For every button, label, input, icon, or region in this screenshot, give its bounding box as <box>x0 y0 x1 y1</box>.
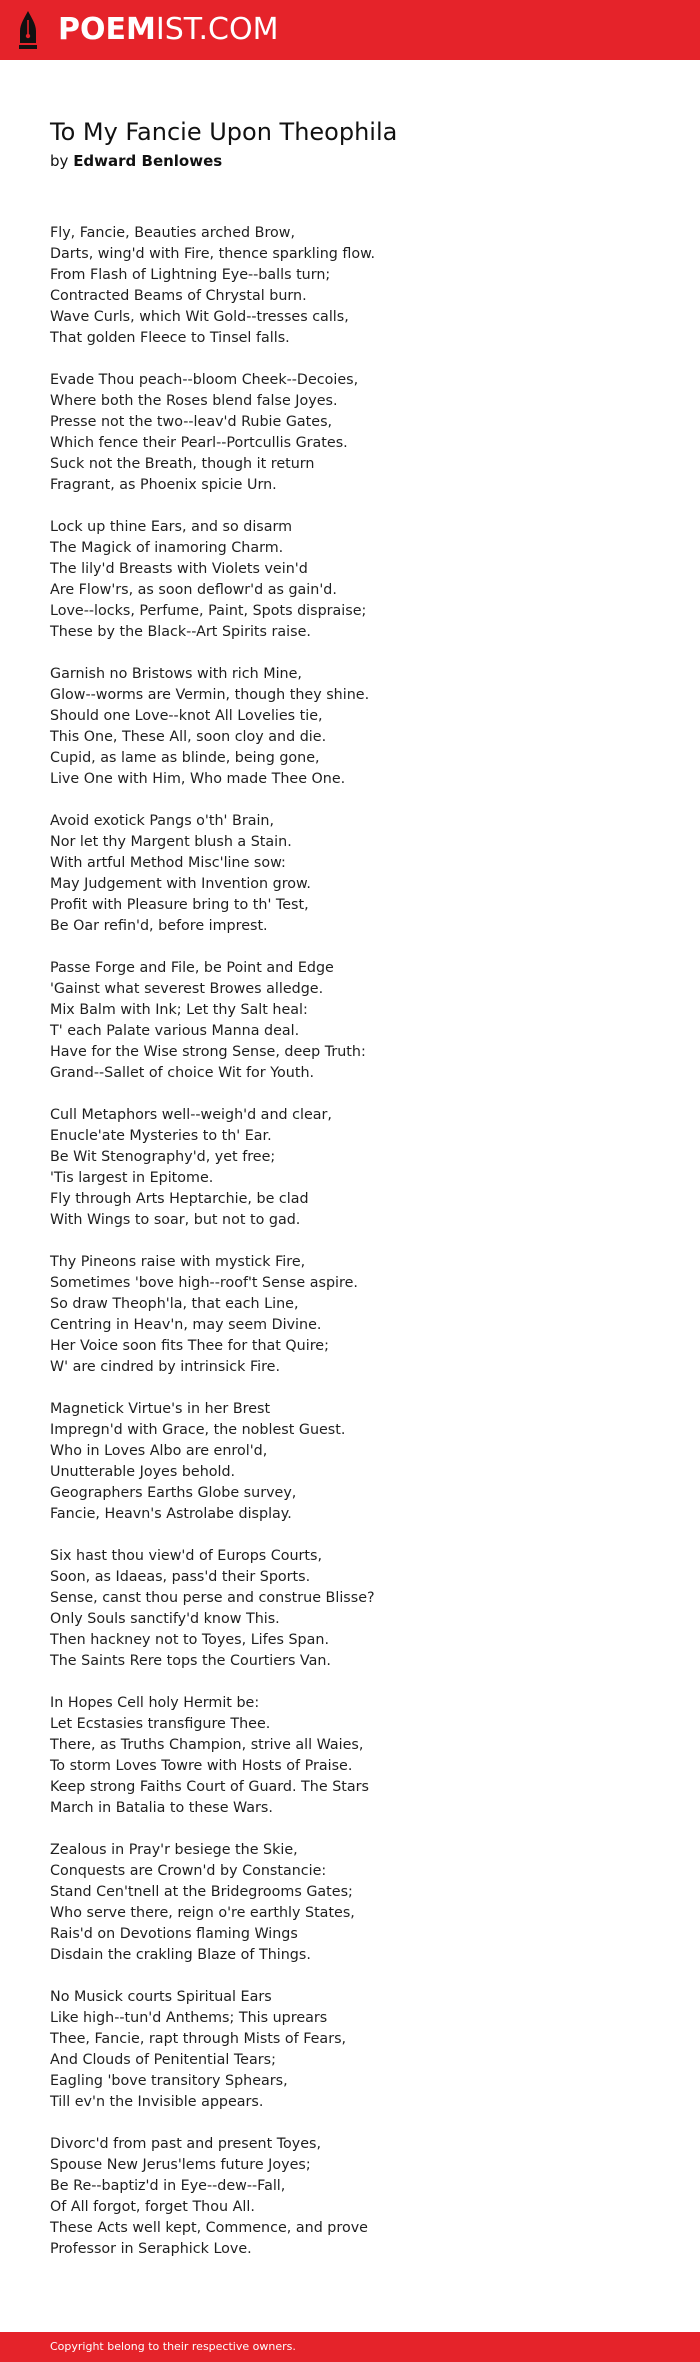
poem-line: Only Souls sanctify'd know This. <box>50 1611 280 1627</box>
poem-line: Grand--Sallet of choice Wit for Youth. <box>50 1065 315 1081</box>
stanza <box>50 1987 650 2113</box>
poem-line: T' each Palate various Manna deal. <box>50 1023 300 1039</box>
poem-line: Stand Cen'tnell at the Bridegrooms Gates; <box>50 1884 353 1900</box>
poem-line: Sometimes 'bove high--roof't Sense aspire. <box>50 1275 358 1291</box>
poem-line: W' are cindred by intrinsick Fire. <box>50 1359 281 1375</box>
poem-line: May Judgement with Invention grow. <box>50 876 311 892</box>
poem-line: Thee, Fancie, rapt through Mists of Fears, <box>50 2031 347 2047</box>
poem-line: The Magick of inamoring Charm. <box>50 540 284 556</box>
poem-line: March in Batalia to these Wars. <box>50 1800 273 1816</box>
poem-line: Enucle'ate Mysteries to th' Ear. <box>50 1128 272 1144</box>
poem-line: Live One with Him, Who made Thee One. <box>50 771 346 787</box>
poem-line: Fly through Arts Heptarchie, be clad <box>50 1191 309 1207</box>
poem-line: Conquests are Crown'd by Constancie: <box>50 1863 327 1879</box>
poem-line: Fragrant, as Phoenix spicie Urn. <box>50 477 277 493</box>
poem-line: Her Voice soon fits Thee for that Quire; <box>50 1338 329 1354</box>
poem-line: Till ev'n the Invisible appears. <box>50 2094 264 2110</box>
site-logo[interactable] <box>16 11 278 49</box>
poem-line: Divorc'd from past and present Toyes, <box>50 2136 322 2152</box>
poem-line: Wave Curls, which Wit Gold--tresses calls, <box>50 309 349 325</box>
poem-line: Glow--worms are Vermin, though they shine. <box>50 687 370 703</box>
poem-line: Rais'd on Devotions flaming Wings <box>50 1926 298 1942</box>
stanza <box>50 664 650 790</box>
poem-line: Nor let thy Margent blush a Stain. <box>50 834 292 850</box>
poem-line: Cupid, as lame as blinde, being gone, <box>50 750 320 766</box>
logo-text-light: IST.COM <box>155 12 279 47</box>
poem-line: Geographers Earths Globe survey, <box>50 1485 297 1501</box>
poem-line: Cull Metaphors well--weigh'd and clear, <box>50 1107 332 1123</box>
poem-line: Then hackney not to Toyes, Lifes Span. <box>50 1632 329 1648</box>
poem-line: From Flash of Lightning Eye--balls turn; <box>50 267 331 283</box>
poem-line: No Musick courts Spiritual Ears <box>50 1989 272 2005</box>
poem-line: Fly, Fancie, Beauties arched Brow, <box>50 225 296 241</box>
poem-line: Who in Loves Albo are enrol'd, <box>50 1443 268 1459</box>
poem-body <box>50 223 650 2260</box>
stanza <box>50 1546 650 1672</box>
stanza <box>50 958 650 1084</box>
poem-line: Evade Thou peach--bloom Cheek--Decoies, <box>50 372 359 388</box>
poem-line: Centring in Heav'n, may seem Divine. <box>50 1317 322 1333</box>
poem-line: Six hast thou view'd of Europs Courts, <box>50 1548 323 1564</box>
poem-line: Avoid exotick Pangs o'th' Brain, <box>50 813 275 829</box>
poem-line: There, as Truths Champion, strive all Waies, <box>50 1737 364 1753</box>
stanza <box>50 2134 650 2260</box>
poem-line: Professor in Seraphick Love. <box>50 2241 252 2257</box>
poem-line: And Clouds of Penitential Tears; <box>50 2052 276 2068</box>
poem-line: Keep strong Faiths Court of Guard. The Stars <box>50 1779 369 1795</box>
logo-text <box>58 11 278 49</box>
poem-line: Unutterable Joyes behold. <box>50 1464 236 1480</box>
pen-nib-icon <box>16 11 40 49</box>
poem-line: Impregn'd with Grace, the noblest Guest. <box>50 1422 346 1438</box>
poem-line: 'Gainst what severest Browes alledge. <box>50 981 324 997</box>
poem-line: Passe Forge and File, be Point and Edge <box>50 960 334 976</box>
poem-content <box>50 117 650 2281</box>
poem-line: Spouse New Jerus'lems future Joyes; <box>50 2157 311 2173</box>
stanza <box>50 1840 650 1966</box>
poem-line: Suck not the Breath, though it return <box>50 456 315 472</box>
stanza <box>50 1252 650 1378</box>
poem-line: Presse not the two--leav'd Rubie Gates, <box>50 414 333 430</box>
poem-line: In Hopes Cell holy Hermit be: <box>50 1695 260 1711</box>
poem-line: Mix Balm with Ink; Let thy Salt heal: <box>50 1002 308 1018</box>
poem-line: Disdain the crakling Blaze of Things. <box>50 1947 311 1963</box>
stanza <box>50 1105 650 1231</box>
poem-title: To My Fancie Upon Theophila <box>50 118 398 146</box>
poem-line: That golden Fleece to Tinsel falls. <box>50 330 290 346</box>
poem-line: Let Ecstasies transfigure Thee. <box>50 1716 271 1732</box>
poem-line: Have for the Wise strong Sense, deep Truth: <box>50 1044 366 1060</box>
poem-line: The lily'd Breasts with Violets vein'd <box>50 561 308 577</box>
poem-line: Fancie, Heavn's Astrolabe display. <box>50 1506 292 1522</box>
stanza <box>50 1399 650 1525</box>
poem-line: Soon, as Idaeas, pass'd their Sports. <box>50 1569 311 1585</box>
poem-line: Where both the Roses blend false Joyes. <box>50 393 338 409</box>
poem-line: 'Tis largest in Epitome. <box>50 1170 214 1186</box>
poem-line: Be Oar refin'd, before imprest. <box>50 918 268 934</box>
poem-line: Profit with Pleasure bring to th' Test, <box>50 897 309 913</box>
stanza <box>50 223 650 349</box>
poem-line: So draw Theoph'la, that each Line, <box>50 1296 299 1312</box>
poem-line: Contracted Beams of Chrystal burn. <box>50 288 307 304</box>
poem-line: Darts, wing'd with Fire, thence sparkling flow. <box>50 246 376 262</box>
author-name[interactable]: Edward Benlowes <box>73 152 223 170</box>
poem-line: Be Re--baptiz'd in Eye--dew--Fall, <box>50 2178 286 2194</box>
poem-line: Lock up thine Ears, and so disarm <box>50 519 293 535</box>
poem-line: Be Wit Stenography'd, yet free; <box>50 1149 276 1165</box>
poem-line: To storm Loves Towre with Hosts of Praise. <box>50 1758 353 1774</box>
by-label: by <box>50 152 69 170</box>
poem-line: Garnish no Bristows with rich Mine, <box>50 666 302 682</box>
site-header <box>0 0 700 60</box>
poem-line: Which fence their Pearl--Portcullis Grates. <box>50 435 348 451</box>
poem-line: This One, These All, soon cloy and die. <box>50 729 327 745</box>
poem-line: Sense, canst thou perse and construe Blisse? <box>50 1590 375 1606</box>
stanza <box>50 1693 650 1819</box>
byline <box>50 151 650 171</box>
stanza <box>50 517 650 643</box>
poem-line: Magnetick Virtue's in her Brest <box>50 1401 271 1417</box>
poem-line: Of All forgot, forget Thou All. <box>50 2199 255 2215</box>
logo-text-bold: POEM <box>58 12 156 47</box>
copyright-notice: Copyright belong to their respective owners. <box>50 2340 296 2353</box>
site-footer <box>0 2332 700 2362</box>
poem-line: With artful Method Misc'line sow: <box>50 855 286 871</box>
poem-line: Eagling 'bove transitory Sphears, <box>50 2073 288 2089</box>
poem-line: Who serve there, reign o're earthly States, <box>50 1905 355 1921</box>
poem-line: With Wings to soar, but not to gad. <box>50 1212 301 1228</box>
stanza <box>50 811 650 937</box>
poem-line: Thy Pineons raise with mystick Fire, <box>50 1254 306 1270</box>
poem-line: Like high--tun'd Anthems; This uprears <box>50 2010 328 2026</box>
poem-line: These by the Black--Art Spirits raise. <box>50 624 311 640</box>
poem-line: The Saints Rere tops the Courtiers Van. <box>50 1653 331 1669</box>
poem-line: Zealous in Pray'r besiege the Skie, <box>50 1842 298 1858</box>
stanza <box>50 370 650 496</box>
poem-line: Should one Love--knot All Lovelies tie, <box>50 708 323 724</box>
poem-line: Are Flow'rs, as soon deflowr'd as gain'd. <box>50 582 337 598</box>
poem-line: These Acts well kept, Commence, and prove <box>50 2220 368 2236</box>
poem-line: Love--locks, Perfume, Paint, Spots dispraise; <box>50 603 367 619</box>
